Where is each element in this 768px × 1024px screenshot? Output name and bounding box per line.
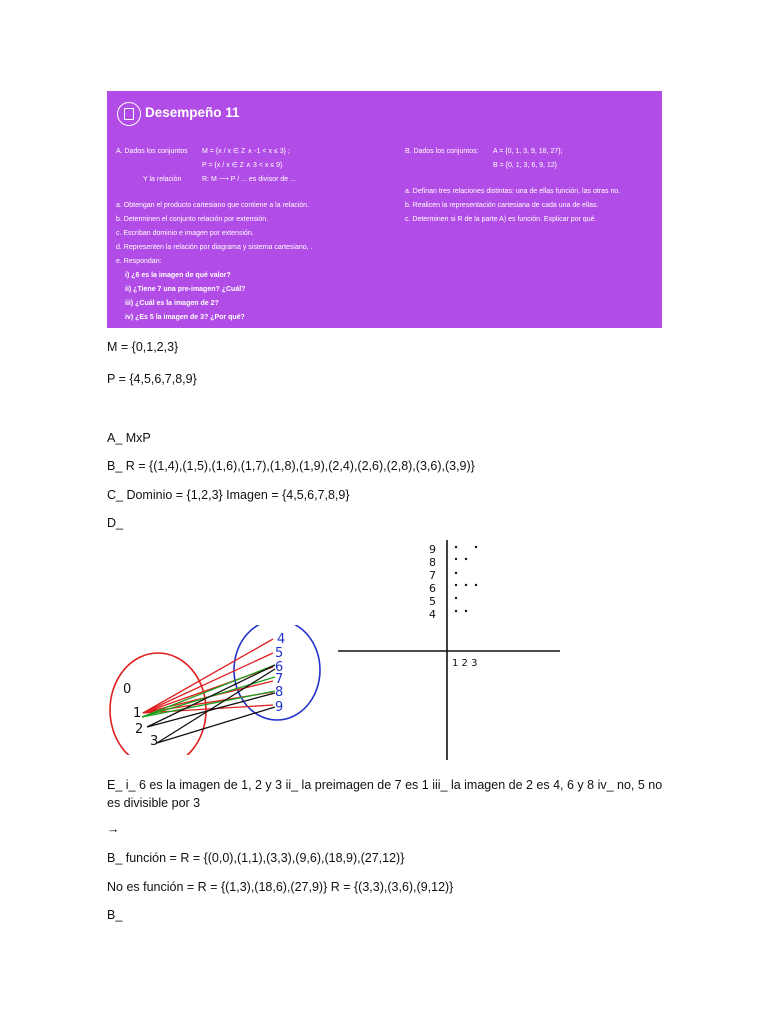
answer-a: A_ MxP bbox=[107, 431, 151, 445]
a-set-m: M = {x / x ∈ Z ∧ -1 < x ≤ 3} ; bbox=[202, 148, 290, 155]
b-intro: B. Dados los conjuntos: bbox=[405, 148, 479, 155]
elem-9: 9 bbox=[275, 700, 284, 715]
a-item: c. Escriban dominio e imagen por extensión. bbox=[116, 230, 254, 237]
elem-8: 8 bbox=[275, 685, 284, 700]
answer-e: E_ i_ 6 es la imagen de 1, 2 y 3 ii_ la preimagen de 7 es 1 iii_ la imagen de 2 es 4, 6 y 8 iv_ no, 5 no es divisible por 3 bbox=[107, 778, 663, 810]
answer-b-funcion: B_ función = R = {(0,0),(1,1),(3,3),(9,6),(18,9),(27,12)} bbox=[107, 851, 405, 865]
a-item: a. Obtengan el producto cartesiano que contiene a la relación. bbox=[116, 202, 310, 209]
answer-c: C_ Dominio = {1,2,3} Imagen = {4,5,6,7,8,9} bbox=[107, 488, 350, 502]
b-item: c. Determinen si R de la parte A) es función. Explicar por qué. bbox=[405, 216, 597, 223]
e-item: iv) ¿Es 5 la imagen de 3? ¿Por qué? bbox=[125, 314, 245, 321]
x-ticks: 1 2 3 bbox=[452, 658, 478, 669]
answer-b: B_ R = {(1,4),(1,5),(1,6),(1,7),(1,8),(1,9),(2,4),(2,6),(2,8),(3,6),(3,9)} bbox=[107, 459, 475, 473]
b-set-b: B = {0, 1, 3, 6, 9, 12} bbox=[493, 162, 558, 169]
answer-p: P = {4,5,6,7,8,9} bbox=[107, 372, 197, 386]
arrow-diagram bbox=[105, 625, 325, 755]
e-item: ii) ¿Tiene 7 una pre-imagen? ¿Cuál? bbox=[125, 286, 246, 293]
answer-m: M = {0,1,2,3} bbox=[107, 340, 179, 354]
elem-0: 0 bbox=[123, 682, 132, 697]
elem-3: 3 bbox=[150, 734, 159, 749]
elem-5: 5 bbox=[275, 646, 284, 661]
y-tick: 6 bbox=[429, 582, 436, 595]
y-tick: 8 bbox=[429, 556, 436, 569]
elem-1: 1 bbox=[133, 706, 142, 721]
y-tick: 9 bbox=[429, 543, 436, 556]
y-tick: 5 bbox=[429, 595, 436, 608]
exercise-banner bbox=[107, 91, 662, 328]
a-intro: A. Dados los conjuntos bbox=[116, 148, 188, 155]
b-item: a. Definan tres relaciones distintas: una de ellas función, las otras no. bbox=[405, 188, 621, 195]
a-item: b. Determinen el conjunto relación por extensión. bbox=[116, 216, 269, 223]
e-item: iii) ¿Cuál es la imagen de 2? bbox=[125, 300, 219, 307]
b-item: b. Realicen la representación cartesiana de cada una de ellas. bbox=[405, 202, 599, 209]
b-set-a: A = {0, 1, 3, 9, 18, 27}; bbox=[493, 148, 563, 155]
y-tick: 7 bbox=[429, 569, 436, 582]
answer-b-end: B_ bbox=[107, 908, 123, 922]
answer-no-funcion: No es función = R = {(1,3),(18,6),(27,9)} R = {(3,3),(3,6),(9,12)} bbox=[107, 880, 454, 894]
a-item: e. Respondan: bbox=[116, 258, 162, 265]
elem-4: 4 bbox=[277, 632, 286, 647]
a-item: d. Representen la relación por diagrama y sistema cartesiano, . bbox=[116, 244, 313, 251]
answer-d: D_ bbox=[107, 516, 123, 530]
section-arrow: → bbox=[107, 822, 120, 836]
e-item: i) ¿6 es la imagen de qué valor? bbox=[125, 272, 231, 279]
clipboard-icon bbox=[117, 102, 141, 126]
y-tick: 4 bbox=[429, 608, 436, 621]
elem-2: 2 bbox=[135, 722, 144, 737]
elem-7: 7 bbox=[275, 672, 284, 687]
a-relation-label: Y la relación bbox=[143, 176, 182, 183]
cartesian-plot bbox=[335, 535, 565, 765]
a-set-p: P = {x / x ∈ Z ∧ 3 < x ≤ 9} bbox=[202, 162, 283, 169]
banner-title: Desempeño 11 bbox=[145, 105, 240, 120]
elem-6: 6 bbox=[275, 660, 284, 675]
a-relation: R: M ⟶ P / ... es divisor de ... bbox=[202, 176, 296, 183]
